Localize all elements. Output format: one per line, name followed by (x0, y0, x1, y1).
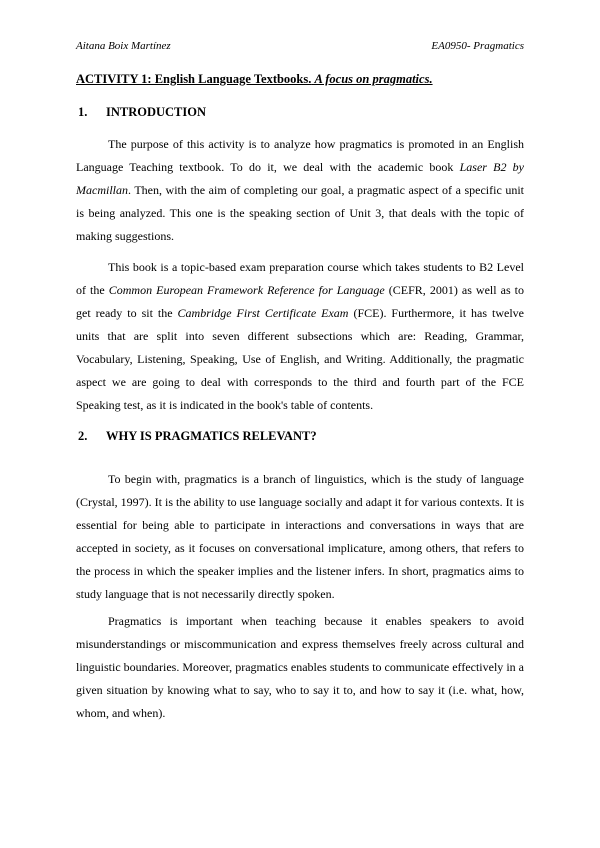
header-author: Aitana Boix Martínez (76, 40, 171, 52)
book-title: Laser B2 by Macmillan (76, 160, 525, 197)
header-course: EA0950- Pragmatics (431, 40, 524, 52)
cefr-title: Common European Framework Reference for Language (108, 283, 385, 297)
fce-title: Cambridge First Certificate Exam (177, 306, 349, 320)
section-heading-pragmatics-relevance (78, 429, 317, 444)
activity-title-prefix: ACTIVITY 1: English Language Textbooks. (76, 72, 312, 86)
paragraph-pragmatics-1: To begin with, pragmatics is a branch of linguistics, which is the study of language (Crystal, 1997). It is the ability to use language socially and adapt it for various contexts. It is essential for being able to participate in interactions and conversations in ways that are accepted in society, as it focuses on conversational implicature, among others, that refers to the process in which the speaker implies and the listener infers. In short, pragmatics aims to study language that is not necessarily directly spoken. (76, 472, 524, 601)
activity-title (76, 72, 433, 87)
activity-title-emphasis: A focus on pragmatics. (314, 72, 433, 86)
section-title: INTRODUCTION (106, 105, 207, 119)
paragraph-introduction-1: The purpose of this activity is to analyze how pragmatics is promoted in an English Language Teaching textbook. To do it, we deal with the academic book Laser B2 by Macmillan. Then, with the aim of completing our goal, a pragmatic aspect of a specific unit is being analyzed. This one is the speaking section of Unit 3, that deals with the topic of making suggestions. (76, 137, 525, 243)
paragraph-pragmatics-2: Pragmatics is important when teaching because it enables speakers to avoid misunderstandings or miscommunication and express themselves freely across cultural and linguistic boundaries. Moreover, pragmatics enables students to communicate effectively in a given situation by knowing what to say, who to say it to, and how to say it (i.e. what, how, whom, and when). (76, 614, 524, 720)
section-number: 2. (78, 429, 88, 443)
section-number: 1. (78, 105, 88, 119)
page-header (76, 40, 524, 52)
section-title: WHY IS PRAGMATICS RELEVANT? (106, 429, 317, 443)
section-heading-introduction (78, 105, 206, 120)
paragraph-introduction-2: This book is a topic-based exam preparation course which takes students to B2 Level of the Common European Framework Reference for Language (CEFR, 2001) as well as to get ready to sit the Cambridge First Certificate Exam (FCE). Furthermore, it has twelve units that are split into seven different subsections which are: Reading, Grammar, Vocabulary, Listening, Speaking, Use of English, and Writing. Additionally, the pragmatic aspect we are going to deal with corresponds to the third and fourth part of the FCE Speaking test, as it is indicated in the book's table of contents. (76, 260, 524, 412)
